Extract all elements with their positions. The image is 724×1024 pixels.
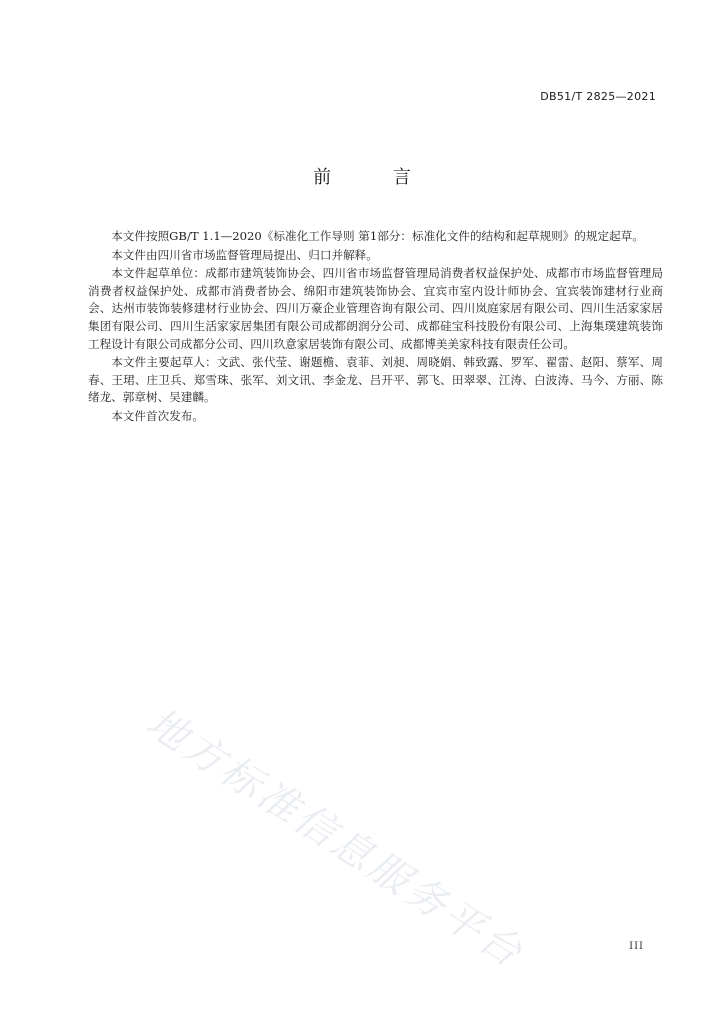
paragraph-proposer: 本文件由四川省市场监督管理局提出、归口并解释。 <box>111 247 378 262</box>
paragraph-first-release: 本文件首次发布。 <box>111 408 204 423</box>
watermark: 地方标准信息服务平台 <box>138 699 533 978</box>
paragraph-drafting-units: 本文件起草单位：成都市建筑装饰协会、四川省市场监督管理局消费者权益保护处、成都市市场监督管理局消费者权益保护处、成都市消费者协会、绵阳市建筑装饰协会、宜宾市室内设计师协会、宜宾装饰建材行业商会、达州市装饰装修建材行业协会、四川万豪企业管理咨询有限公司、四川岚庭家居有限公司、四川生活家家居集团有限公司、四川生活家家居集团有限公司成都朗润分公司、成都硅宝科技股份有限公司、上海集璞建筑装饰工程设计有限公司成都分公司、四川玖意家居装饰有限公司、成都博美美家科技有限责任公司。 <box>88 266 663 351</box>
standard-code: DB51/T 2825—2021 <box>540 90 656 103</box>
paragraph-drafting-rules: 本文件按照GB/T 1.1—2020《标准化工作导则 第1部分：标准化文件的结构和起草规则》的规定起草。 <box>111 229 644 243</box>
foreword-body <box>88 228 663 427</box>
page-number: III <box>629 941 644 952</box>
paragraph-drafters: 本文件主要起草人：文武、张代莹、谢题檐、袁菲、刘昶、周晓娟、韩致露、罗军、翟雷、赵阳、蔡军、周春、王珺、庄卫兵、郑雪珠、张军、刘文讯、李金龙、吕开平、郭飞、田翠翠、江涛、白波涛、马今、方丽、陈绪龙、郭章树、吴建麟。 <box>88 355 663 405</box>
page-title: 前 言 <box>313 167 439 188</box>
